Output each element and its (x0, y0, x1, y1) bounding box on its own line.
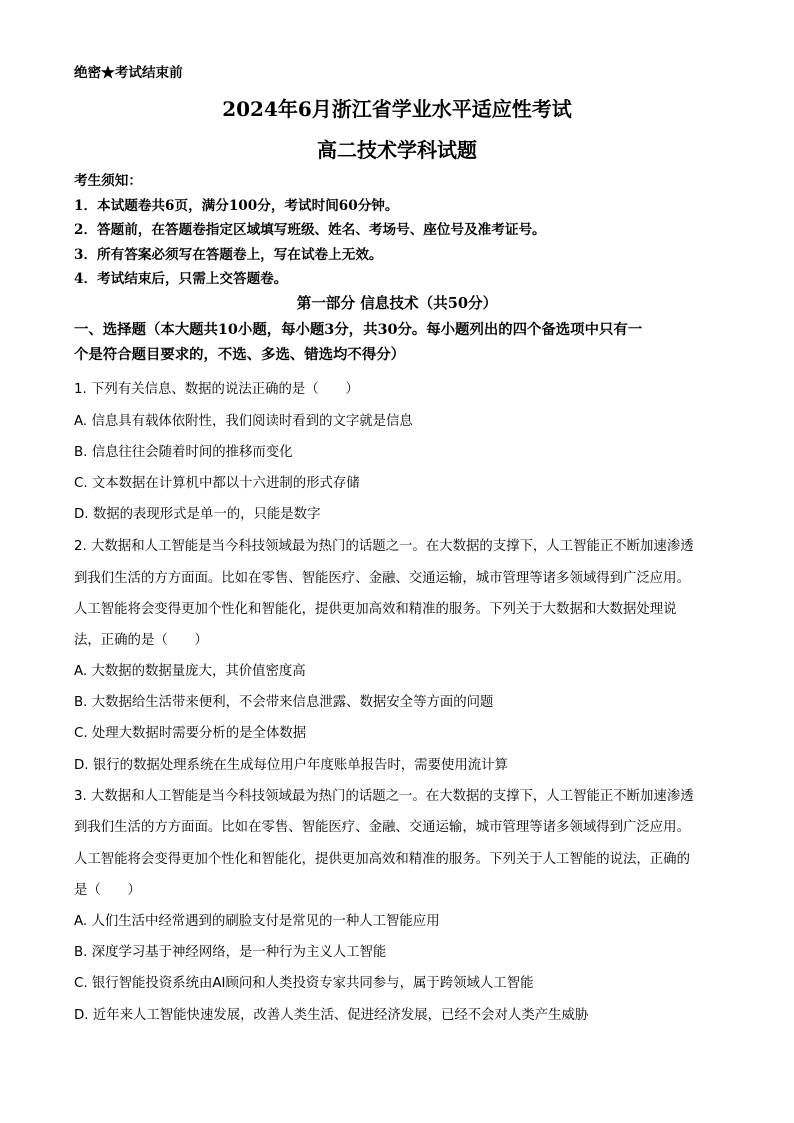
question-2-option-d: D. 银行的数据处理系统在生成每位用户年度账单报告时，需要使用流计算 (74, 758, 508, 773)
question-1-option-d: D. 数据的表现形式是单一的，只能是数字 (74, 507, 321, 522)
question-3-option-d: D. 近年来人工智能快速发展，改善人类生活、促进经济发展，已经不会对人类产生威胁 (74, 1008, 589, 1023)
exam-subtitle: 高二技术学科试题 (317, 138, 477, 162)
question-2-option-b: B. 大数据给生活带来便利，不会带来信息泄露、数据安全等方面的问题 (74, 695, 494, 710)
question-3-option-b: B. 深度学习基于神经网络，是一种行为主义人工智能 (74, 945, 387, 960)
question-1-stem: 1. 下列有关信息、数据的说法正确的是（ ） (74, 382, 359, 397)
question-2-stem-line: 2. 大数据和人工智能是当今科技领域最为热门的话题之一。在大数据的支撑下，人工智能正不断加速渗透 (74, 539, 694, 554)
question-3-option-a: A. 人们生活中经常遇到的刷脸支付是常见的一种人工智能应用 (74, 914, 440, 929)
question-1-option-a: A. 信息具有载体依附性，我们阅读时看到的文字就是信息 (74, 414, 413, 429)
exam-title: 2024年6月浙江省学业水平适应性考试 (222, 97, 572, 121)
instruction-item: 3．所有答案必须写在答题卷上，写在试卷上无效。 (74, 247, 383, 263)
question-3-stem-line: 是（ ） (74, 883, 141, 898)
section-heading-line: 一、选择题（本大题共10小题，每小题3分，共30分。每小题列出的四个备选项中只有一 (74, 321, 643, 338)
question-3-stem-line: 到我们生活的方方面面。比如在零售、智能医疗、金融、交通运输，城市管理等诸多领域得到广泛应用。 (74, 820, 690, 835)
part-one-heading: 第一部分 信息技术（共50分） (296, 295, 498, 312)
question-1-option-c: C. 文本数据在计算机中都以十六进制的形式存储 (74, 476, 360, 491)
question-2-option-a: A. 大数据的数据量庞大，其价值密度高 (74, 664, 306, 679)
instruction-item: 4．考试结束后，只需上交答题卷。 (74, 271, 288, 287)
question-2-stem-line: 人工智能将会变得更加个性化和智能化，提供更加高效和精准的服务。下列关于大数据和大数据处理说 (74, 602, 677, 617)
instruction-item: 2．答题前，在答题卷指定区域填写班级、姓名、考场号、座位号及准考证号。 (74, 222, 546, 238)
question-3-option-c: C. 银行智能投资系统由AI顾问和人类投资专家共同参与，属于跨领域人工智能 (74, 976, 534, 991)
question-1-option-b: B. 信息往往会随着时间的推移而变化 (74, 445, 293, 460)
instruction-item: 1．本试题卷共6页，满分100分，考试时间60分钟。 (74, 198, 399, 214)
section-heading-line: 个是符合题目要求的，不选、多选、错选均不得分） (74, 346, 405, 363)
question-3-stem-line: 人工智能将会变得更加个性化和智能化，提供更加高效和精准的服务。下列关于人工智能的说法，正确的 (74, 852, 690, 867)
question-2-option-c: C. 处理大数据时需要分析的是全体数据 (74, 726, 307, 741)
question-2-stem-line: 到我们生活的方方面面。比如在零售、智能医疗、金融、交通运输，城市管理等诸多领域得到广泛应用。 (74, 571, 690, 586)
confidential-label: 绝密★考试结束前 (74, 65, 183, 81)
question-3-stem-line: 3. 大数据和人工智能是当今科技领域最为热门的话题之一。在大数据的支撑下，人工智能正不断加速渗透 (74, 789, 694, 804)
question-2-stem-line: 法，正确的是（ ） (74, 633, 208, 648)
instructions-heading: 考生须知： (74, 173, 142, 189)
